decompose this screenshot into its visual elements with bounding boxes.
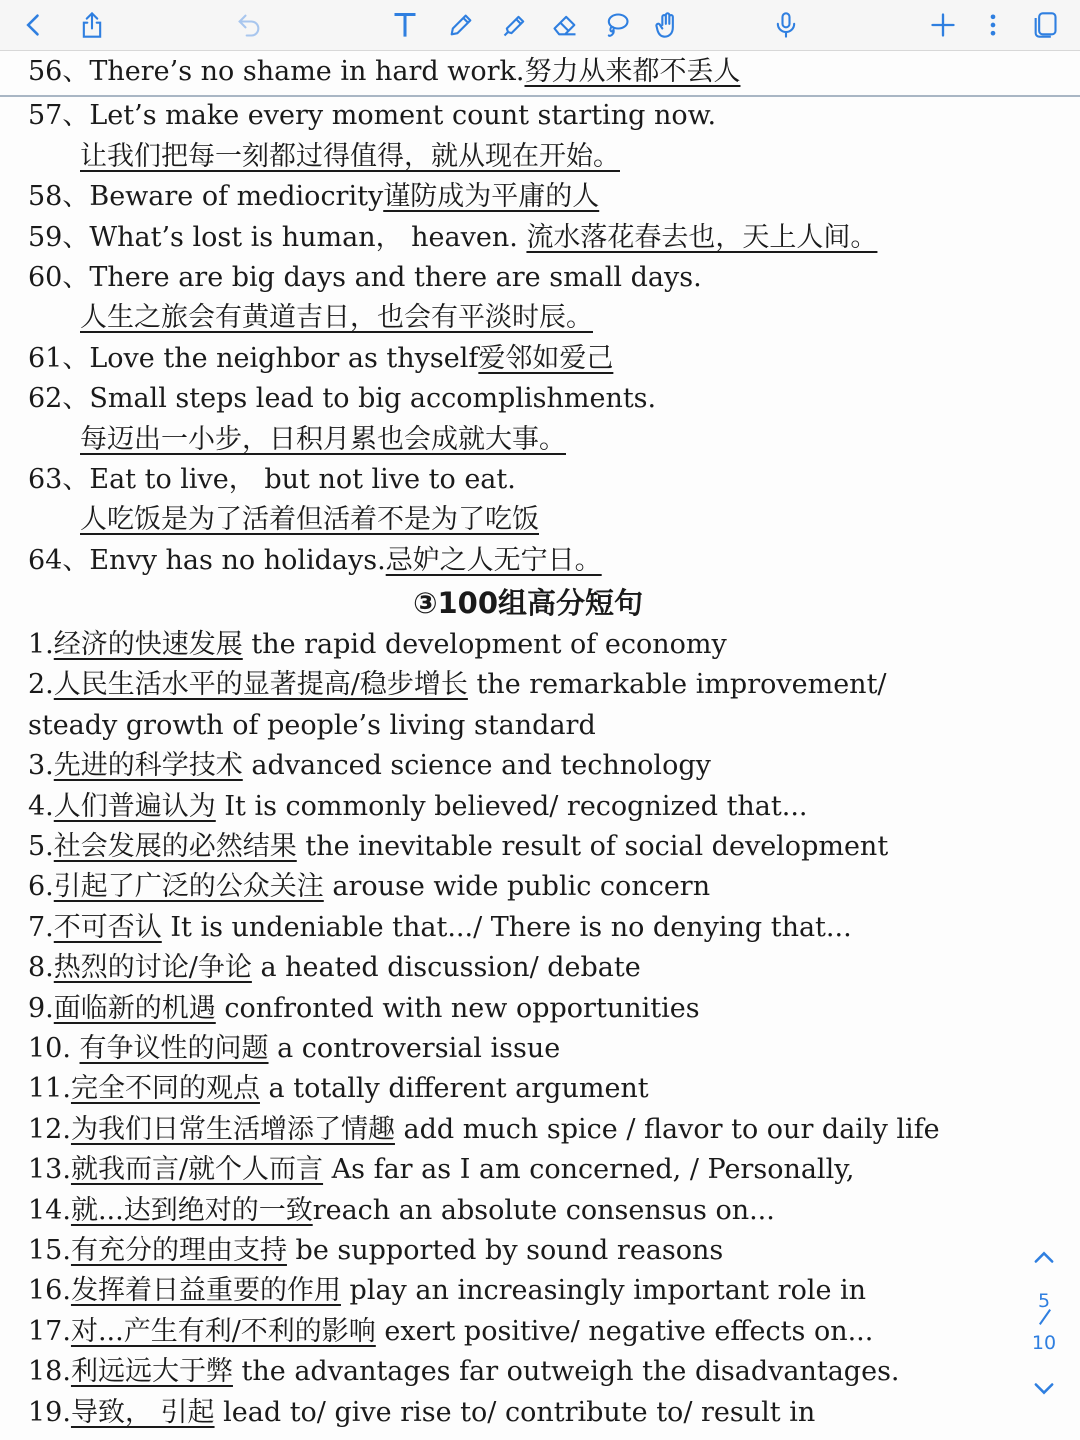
back-chevron-icon[interactable] [14,6,54,44]
phrase-number: 19. [28,1396,71,1428]
phrase-number: 4. [28,790,54,822]
add-icon[interactable] [923,6,963,44]
english-text: 58、Beware of mediocrity [28,181,384,213]
note-page [28,52,1028,1433]
english-phrase: arouse wide public concern [323,871,711,903]
microphone-icon[interactable] [766,6,806,44]
chinese-phrase: 有充分的理由支持 [70,1234,287,1266]
english-phrase: the rapid development of economy [242,629,727,661]
phrase-line-2 [28,665,1028,705]
phrase-line-4 [28,787,1028,827]
note-line-60 [28,258,1028,298]
phrase-number: 8. [28,952,54,984]
english-phrase: be supported by sound reasons [286,1234,724,1266]
english-phrase: a totally different argument [259,1073,649,1105]
chinese-translation: 人吃饭是为了活着但活着不是为了吃饭 [80,504,539,536]
chinese-phrase: 导致， 引起 [70,1396,215,1428]
note-line-60-translation [28,298,1028,338]
english-phrase: the remarkable improvement/ [467,669,887,701]
phrase-line-6 [28,867,1028,907]
phrase-line-17 [28,1312,1028,1352]
english-text: 61、Love the neighbor as thyself [28,342,479,374]
highlighter-icon[interactable] [495,6,535,44]
english-text: 60、There are big days and there are small days. [28,261,702,293]
english-text: 56、There’s no shame in hard work. [28,56,525,87]
phrase-line-14 [28,1191,1028,1231]
chinese-phrase: 完全不同的观点 [70,1073,260,1105]
undo-icon[interactable] [229,6,269,44]
phrase-line-15 [28,1231,1028,1271]
phrase-line-3 [28,746,1028,786]
phrase-number: 5. [28,831,54,863]
chinese-translation: 人生之旅会有黄道吉日，也会有平淡时辰。 [80,302,593,334]
note-line-57-translation [28,137,1028,177]
chevron-down-icon[interactable] [1030,1374,1058,1402]
phrase-line-11 [28,1069,1028,1109]
chinese-phrase: 不可否认 [53,911,162,943]
chinese-phrase: 先进的科学技术 [53,750,243,782]
phrase-number: 6. [28,871,54,903]
english-phrase: lead to/ give rise to/ contribute to/ result in [214,1396,816,1428]
note-line-62 [28,379,1028,419]
total-page-count: 10 [1031,1332,1057,1354]
phrase-line-8 [28,948,1028,988]
phrase-line-19 [28,1393,1028,1433]
phrase-line-13 [28,1150,1028,1190]
note-line-62-translation [28,420,1028,460]
chinese-phrase: 引起了广泛的公众关注 [53,871,324,903]
english-phrase: It is undeniable that.../ There is no denying that... [161,911,852,943]
phrase-line-2-continued [28,706,1028,746]
english-phrase: As far as I am concerned, / Personally, [323,1154,855,1186]
english-phrase: confronted with new opportunities [215,992,700,1024]
english-phrase: steady growth of people’s living standard [28,709,596,741]
chinese-phrase: 利远远大于弊 [70,1356,233,1388]
phrase-number: 16. [28,1275,71,1307]
text-tool-icon[interactable] [385,6,425,44]
phrase-line-10 [28,1029,1028,1069]
chinese-phrase: 经济的快速发展 [53,629,243,661]
section-heading: ③100组高分短句 [412,586,644,621]
english-phrase: a controversial issue [268,1032,561,1064]
chinese-phrase: 人们普遍认为 [53,790,216,822]
phrase-line-16 [28,1271,1028,1311]
chinese-translation: 让我们把每一刻都过得值得，就从现在开始。 [80,140,620,172]
chinese-translation: 流水落花春去也，天上人间。 [526,221,878,253]
english-text: 62、Small steps lead to big accomplishments. [28,383,657,415]
pen-tool-icon[interactable] [441,6,481,44]
phrase-line-1 [28,625,1028,665]
english-phrase: It is commonly believed/ recognized that... [215,790,808,822]
english-phrase: add much spice / flavor to our daily life [394,1113,940,1145]
chevron-up-icon[interactable] [1030,1244,1058,1272]
note-line-56 [28,52,1028,92]
phrase-number: 17. [28,1315,71,1347]
share-icon[interactable] [72,6,112,44]
chinese-phrase: 为我们日常生活增添了情趣 [70,1113,395,1145]
lasso-icon[interactable] [597,6,637,44]
phrase-number: 10. [28,1032,80,1064]
phrase-number: 18. [28,1356,71,1388]
phrase-number: 15. [28,1234,71,1266]
phrase-line-9 [28,989,1028,1029]
chinese-translation: 爱邻如爱己 [478,342,614,374]
phrase-number: 14. [28,1194,71,1226]
chinese-phrase: 面临新的机遇 [53,992,216,1024]
english-text: 63、Eat to live， but not live to eat. [28,463,516,495]
current-page-number: 5 [1037,1290,1051,1312]
english-phrase: the advantages far outweigh the disadvantages. [232,1356,900,1388]
english-text: 64、Envy has no holidays. [28,544,386,576]
chinese-translation: 每迈出一小步，日积月累也会成就大事。 [80,423,566,455]
note-line-61 [28,339,1028,379]
english-text: 57、Let’s make every moment count starting now. [28,100,717,132]
chinese-phrase: 社会发展的必然结果 [53,831,297,863]
chinese-phrase: 热烈的讨论/争论 [53,952,252,984]
note-line-63 [28,460,1028,500]
chinese-phrase: 有争议性的问题 [79,1032,269,1064]
phrase-number: 2. [28,669,54,701]
phrase-line-7 [28,908,1028,948]
chinese-phrase: 人民生活水平的显著提高/稳步增长 [53,669,468,701]
chinese-phrase: 发挥着日益重要的作用 [70,1275,341,1307]
phrase-number: 1. [28,629,54,661]
note-line-63-translation [28,500,1028,540]
phrase-number: 11. [28,1073,71,1105]
note-line-58 [28,177,1028,217]
note-line-57 [28,96,1028,136]
chinese-translation: 谨防成为平庸的人 [383,181,600,213]
chinese-phrase: 就我而言/就个人而言 [70,1154,324,1186]
page-navigator [1016,1240,1072,1410]
english-text: 59、What’s lost is human， heaven. [28,221,518,253]
pages-icon[interactable] [1025,6,1065,44]
english-phrase: the inevitable result of social development [296,831,889,863]
chinese-phrase: 对...产生有利/不利的影响 [70,1315,376,1347]
english-phrase: exert positive/ negative effects on... [375,1315,874,1347]
phrase-number: 12. [28,1113,71,1145]
english-phrase: advanced science and technology [242,750,711,782]
english-phrase: reach an absolute consensus on... [312,1194,775,1226]
chinese-phrase: 就...达到绝对的一致 [70,1194,313,1226]
hand-tool-icon[interactable] [647,6,687,44]
english-phrase: play an increasingly important role in [340,1275,867,1307]
phrase-line-5 [28,827,1028,867]
chinese-translation: 努力从来都不丢人 [524,56,741,87]
phrase-number: 7. [28,911,54,943]
more-icon[interactable] [973,6,1013,44]
phrase-number: 9. [28,992,54,1024]
note-line-64 [28,541,1028,581]
phrase-line-12 [28,1110,1028,1150]
phrase-number: 13. [28,1154,71,1186]
phrase-number: 3. [28,750,54,782]
english-phrase: a heated discussion/ debate [251,952,641,984]
toolbar [0,0,1080,51]
note-line-59 [28,218,1028,258]
chinese-translation: 忌妒之人无宁日。 [385,544,602,576]
phrase-line-18 [28,1352,1028,1392]
eraser-icon[interactable] [545,6,585,44]
